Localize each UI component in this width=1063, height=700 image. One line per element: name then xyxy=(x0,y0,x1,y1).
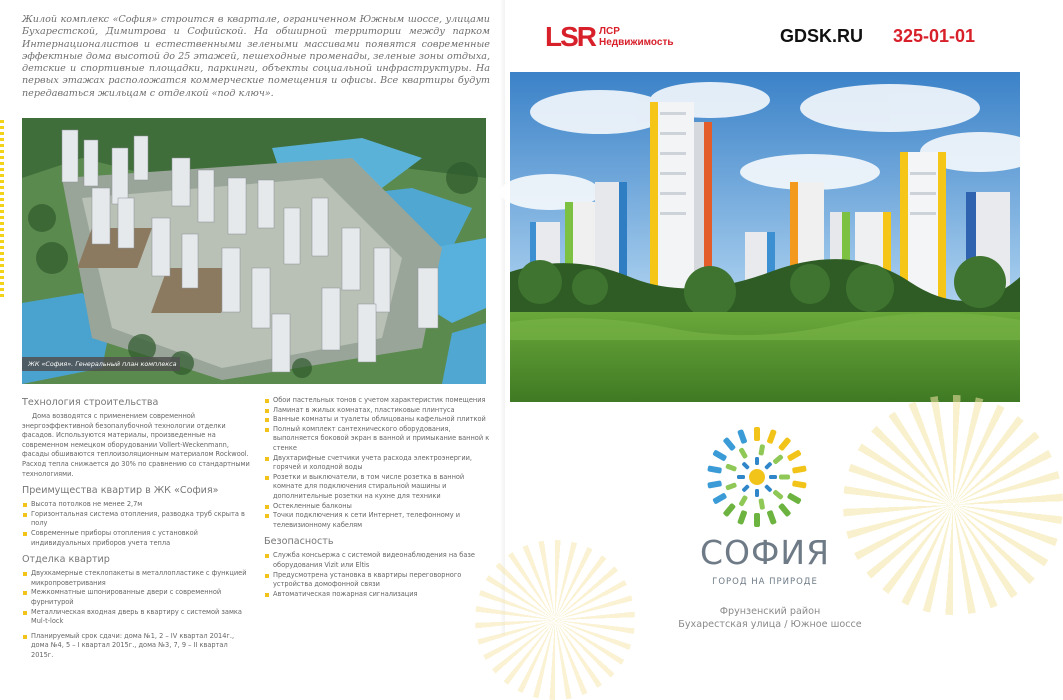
advantage-item: Горизонтальная система отопления, разводка труб скрыта в полу xyxy=(22,510,252,529)
district-label: Фрунзенский район xyxy=(719,606,821,617)
left-page xyxy=(0,0,505,659)
decorative-sunburst xyxy=(475,540,635,700)
finishing-more-item: Обои пастельных тонов с учетом характеристик помещения xyxy=(264,396,490,406)
finishing-more-item: Ламинат в жилых комнатах, пластиковые плинтуса xyxy=(264,406,490,416)
security-item: Предусмотрена установка в квартиры переговорного устройства домофонной связи xyxy=(264,571,490,590)
lsr-logo xyxy=(545,22,674,52)
lsr-logo-line2: Недвижимость xyxy=(599,37,674,48)
streets-label: Бухарестская улица / Южное шоссе xyxy=(678,619,862,630)
address-block xyxy=(665,605,875,631)
intro-paragraph: Жилой комплекс «София» строится в квартале, ограниченном Южным шоссе, улицами Бухарестской, Димитрова и Софийской. На обширной территории между парком Интернационалистов и естественными зелеными массивами появятся современные эффектные дома высотой до 25 этажей, пешеходные променады, зеленые зоны отдыха, детские и спортивные площадки, паркинги, объекты социальной инфраструктуры. На первых этажах расположатся коммерческие помещения и офисы. Все квартиры будут передаваться жильцам с отделкой «под ключ». xyxy=(22,14,490,99)
brand-tagline: ГОРОД НА ПРИРОДЕ xyxy=(712,577,818,587)
brand-name: СОФИЯ xyxy=(699,533,831,572)
decorative-dots xyxy=(0,120,4,300)
lsr-logo-text xyxy=(599,26,674,48)
finishing-item: Металлическая входная дверь в квартиру с системой замка Mul-t-lock xyxy=(22,608,252,627)
advantage-item: Высота потолков не менее 2,7м xyxy=(22,500,252,510)
construction-text: Дома возводятся с применением современной энергоэффективной безопалубочной технологии отделки фасадов. Используются материалы, произведенные на современном немецком оборудовании Vollert-Weckenmann, фасады обшиваются теплоизоляционным материалом Rockwool. Расход тепла снижается до 30% по сравнению со стандартными технологиями. xyxy=(22,412,250,478)
finishing-more-item: Остекленные балконы xyxy=(264,502,490,512)
security-item: Служба консьержа с системой видеонаблюдения на базе оборудования Vizit или Eltis xyxy=(264,551,490,570)
deadline-note: Планируемый срок сдачи: дома №1, 2 – IV квартал 2014г., дома №4, 5 – I квартал 2015г., дома №3, 7, 9 – II квартал 2015г. xyxy=(22,632,252,661)
right-column xyxy=(264,396,490,599)
construction-title: Технология строительства xyxy=(22,397,159,408)
finishing-title: Отделка квартир xyxy=(22,554,110,566)
security-item: Автоматическая пожарная сигнализация xyxy=(264,590,490,600)
buildings-photo xyxy=(510,72,1020,402)
finishing-more-item: Ванные комнаты и туалеты облицованы кафельной плиткой xyxy=(264,415,490,425)
decorative-sunburst xyxy=(843,395,1063,615)
finishing-more-item: Точки подключения к сети Интернет, телефонному и телевизионному кабелям xyxy=(264,511,490,530)
finishing-more-item: Розетки и выключатели, в том числе розетка в ванной комнате для подключения стиральной машины и дополнительные розетки на кухне для техники xyxy=(264,473,490,502)
finishing-item: Двухкамерные стеклопакеты в металлопластике с функцией микропроветривания xyxy=(22,569,252,588)
sofia-emblem xyxy=(705,425,809,529)
finishing-item: Межкомнатные шпонированные двери с современной фурнитурой xyxy=(22,588,252,607)
left-column xyxy=(22,396,252,660)
security-title: Безопасность xyxy=(264,536,334,548)
finishing-more-item: Полный комплект сантехнического оборудования, выполняется боковой экран в ванной и примыкание ванной к стенке xyxy=(264,425,490,454)
finishing-more-item: Двухтарифные счетчики учета расхода электроэнергии, горячей и холодной воды xyxy=(264,454,490,473)
lsr-logo-line1: ЛСР xyxy=(599,26,620,37)
aerial-rendering xyxy=(22,118,486,384)
lsr-logo-mark: LSR xyxy=(545,21,595,52)
advantage-item: Современные приборы отопления с установкой индивидуальных приборов учета тепла xyxy=(22,529,252,548)
website-link[interactable]: GDSK.RU xyxy=(780,26,864,46)
advantages-title: Преимущества квартир в ЖК «София» xyxy=(22,485,219,497)
right-page xyxy=(505,0,1020,635)
phone-number[interactable]: 325-01-01 xyxy=(893,26,976,46)
aerial-caption: ЖК «София». Генеральный план комплекса xyxy=(22,357,180,371)
